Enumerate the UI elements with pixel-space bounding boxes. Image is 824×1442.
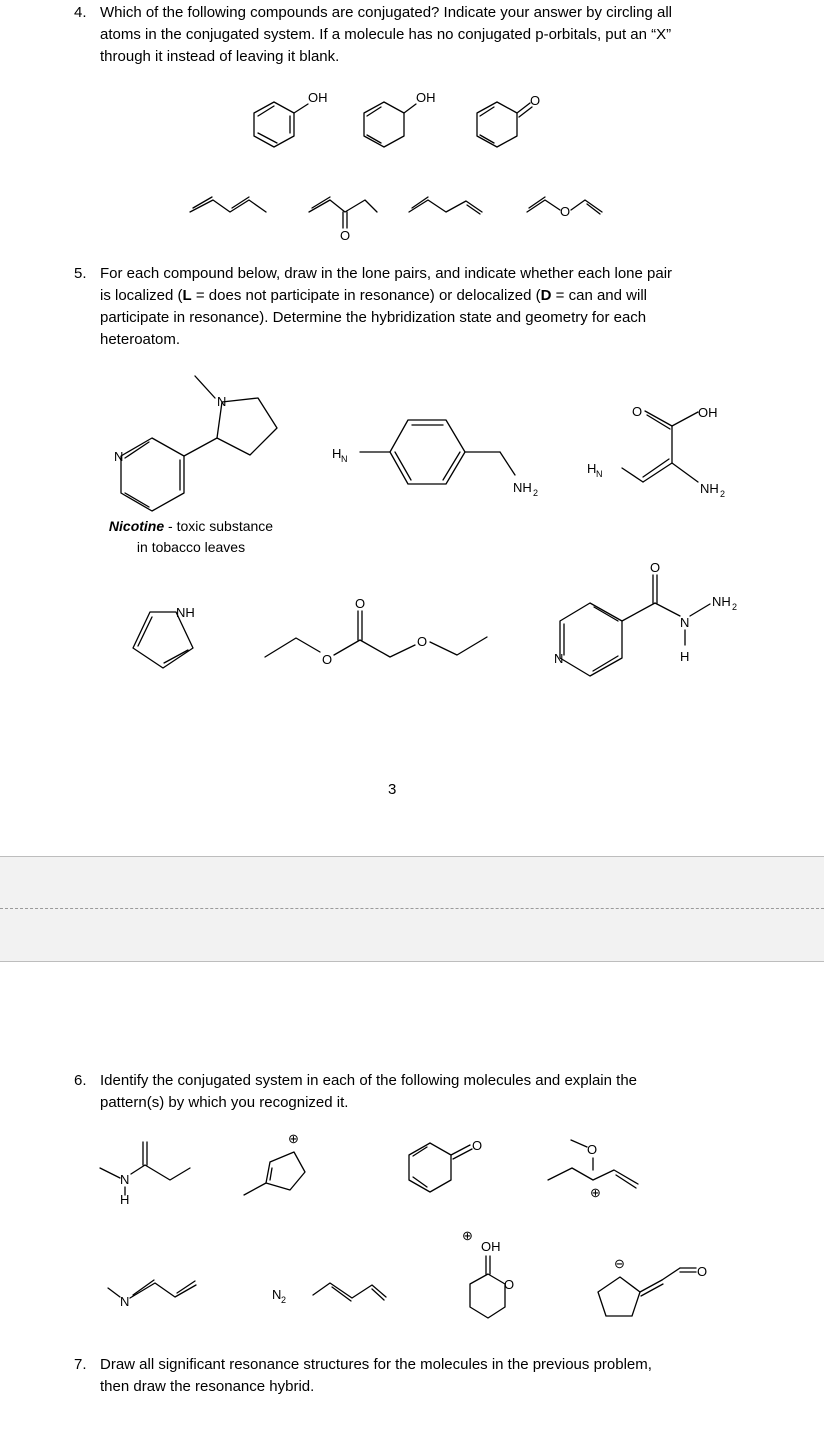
atom-label: O	[530, 93, 541, 108]
nicotine-name: Nicotine - toxic substance	[108, 518, 274, 534]
isoniazid	[554, 560, 737, 676]
question-line: heteroatom.	[100, 331, 181, 348]
atom-label: O	[355, 596, 366, 611]
atom-label: N	[120, 1172, 130, 1187]
atom-label: O	[472, 1138, 483, 1153]
question-line: Draw all significant resonance structures for the molecules in the previous problem,	[100, 1356, 652, 1373]
text-run: = does not participate in resonance) or delocalized (	[191, 287, 541, 304]
atom-label: NH	[176, 605, 195, 620]
atom-label: NH	[712, 594, 731, 609]
text-run: = can and will	[551, 287, 647, 304]
protonated-lactone	[462, 1228, 514, 1318]
oxocarbenium-diene	[548, 1140, 638, 1200]
atom-label: O	[322, 652, 333, 667]
atom-label: 2	[281, 1295, 287, 1305]
page-number: 3	[388, 781, 397, 798]
atom-label: O	[650, 560, 661, 575]
atom-label: O	[560, 204, 571, 219]
question-line: Which of the following compounds are conjugated? Indicate your answer by circling all	[100, 4, 672, 21]
atom-label: N	[272, 1287, 282, 1302]
atom-label: H	[587, 461, 597, 476]
atom-label: N	[120, 1294, 130, 1309]
text-run: is localized (	[100, 287, 183, 304]
atom-label: OH	[308, 90, 328, 105]
atom-label: O	[340, 228, 351, 243]
atom-label: N	[217, 394, 227, 409]
divinyl-ether	[527, 197, 602, 219]
question-line: through it instead of leaving it blank.	[100, 48, 340, 65]
unsaturated-ketone	[309, 197, 377, 243]
bold-letter-l: L	[182, 287, 192, 304]
atom-label: H	[680, 649, 690, 664]
charge-symbol: ⊕	[288, 1131, 299, 1146]
aminomethyl-aniline	[332, 420, 538, 498]
atom-label: N	[596, 469, 603, 479]
cyclohexadienyl-aldehyde	[477, 93, 540, 147]
question-number: 5.	[74, 265, 87, 282]
atom-label: N	[680, 615, 690, 630]
atom-label: NH	[700, 481, 719, 496]
cyclohexadiene-aldehyde-q6	[409, 1138, 482, 1192]
cyclohexadienyl-methanol	[364, 90, 436, 147]
atom-label: NH	[513, 480, 532, 495]
cyclopentyl-enolate	[598, 1256, 707, 1316]
question-line: pattern(s) by which you recognized it.	[100, 1094, 349, 1111]
atom-label: O	[697, 1264, 708, 1279]
question-number: 6.	[74, 1072, 87, 1089]
atom-label: N	[554, 651, 564, 666]
atom-label: OH	[481, 1239, 501, 1254]
question-number: 7.	[74, 1356, 87, 1373]
charge-symbol: ⊖	[614, 1256, 625, 1271]
atom-label: H	[120, 1192, 130, 1207]
atom-label: H	[332, 446, 342, 461]
heptadiene	[409, 197, 482, 214]
atom-label: O	[504, 1277, 515, 1292]
atom-label: 2	[732, 602, 738, 612]
atom-label: OH	[698, 405, 718, 420]
atom-label: 2	[720, 489, 726, 499]
benzyl-alcohol	[254, 90, 328, 147]
question-line: For each compound below, draw in the lone pairs, and indicate whether each lone pair	[100, 265, 673, 282]
question-number: 4.	[74, 4, 87, 21]
atom-label: N	[114, 449, 124, 464]
charge-symbol: ⊕	[590, 1185, 601, 1200]
imine-diene	[108, 1280, 196, 1309]
pyrrole	[133, 605, 195, 668]
question-line: participate in resonance). Determine the hybridization state and geometry for each	[100, 309, 647, 326]
atom-label: N	[341, 454, 348, 464]
diamino-acrylic-acid	[587, 404, 725, 499]
question-line: then draw the resonance hybrid.	[100, 1378, 315, 1395]
question-line: Identify the conjugated system in each of the following molecules and explain the	[100, 1072, 637, 1089]
methylcyclopentenyl-cation	[244, 1131, 305, 1195]
atom-label: O	[587, 1142, 598, 1157]
nicotine-description: in tobacco leaves	[136, 539, 246, 555]
question-line: atoms in the conjugated system. If a molecule has no conjugated p-orbitals, put an “X”	[100, 26, 672, 43]
bold-letter-d: D	[540, 287, 552, 304]
hexadiene	[190, 197, 266, 212]
nicotine	[114, 376, 277, 511]
amine-alkene	[100, 1142, 190, 1207]
atom-label: 2	[533, 488, 539, 498]
diethyl-malonate	[265, 596, 487, 667]
aminobutadiene	[272, 1283, 386, 1305]
atom-label: O	[632, 404, 643, 419]
atom-label: OH	[416, 90, 436, 105]
atom-label: O	[417, 634, 428, 649]
charge-symbol: ⊕	[462, 1228, 473, 1243]
